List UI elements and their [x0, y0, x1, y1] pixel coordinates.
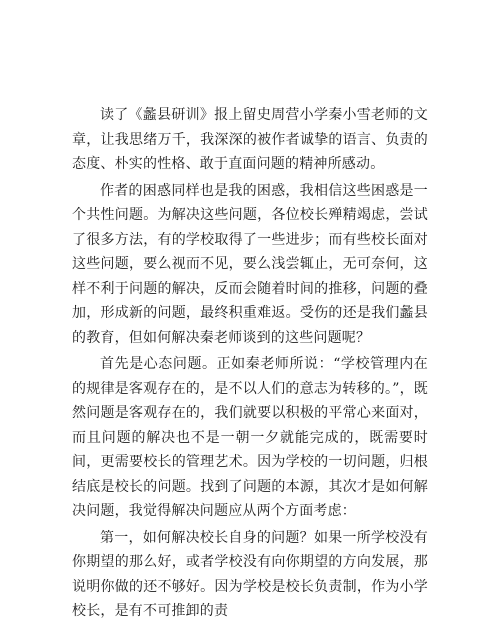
article-body [72, 103, 428, 626]
paragraph-2: 作者的困惑同样也是我的困惑，我相信这些困惑是一个共性问题。为解决这些问题，各位校长殚精竭虑，尝试了很多方法，有的学校取得了一些进步；而有些校长面对这些问题，要么视而不见，要么浅尝辄止，无可奈何，这样不利于问题的解决，反而会随着时间的推移，问题的叠加，形成新的问题，最终积重难返。受伤的还是我们蠡县的教育，但如何解决秦老师谈到的这些问题呢？ [72, 182, 428, 346]
paragraph-4: 第一，如何解决校长自身的问题？如果一所学校没有你期望的那么好，或者学校没有向你期望的方向发展，那说明你做的还不够好。因为学校是校长负责制，作为小学校长，是有不可推卸的责 [72, 529, 428, 619]
paragraph-3: 首先是心态问题。正如秦老师所说：“学校管理内在的规律是客观存在的，是不以人们的意志为转移的。”，既然问题是客观存在的，我们就要以积极的平常心来面对，而且问题的解决也不是一朝一夕就能完成的，既需要时间，更需要校长的管理艺术。因为学校的一切问题，归根结底是校长的问题。找到了问题的本源，其次才是如何解决问题，我觉得解决问题应从两个方面考虑： [72, 356, 428, 519]
paragraph-1: 读了《蠡县研训》报上留史周营小学秦小雪老师的文章，让我思绪万千，我深深的被作者诚挚的语言、负责的态度、朴实的性格、敢于直面问题的精神所感动。 [72, 107, 428, 172]
